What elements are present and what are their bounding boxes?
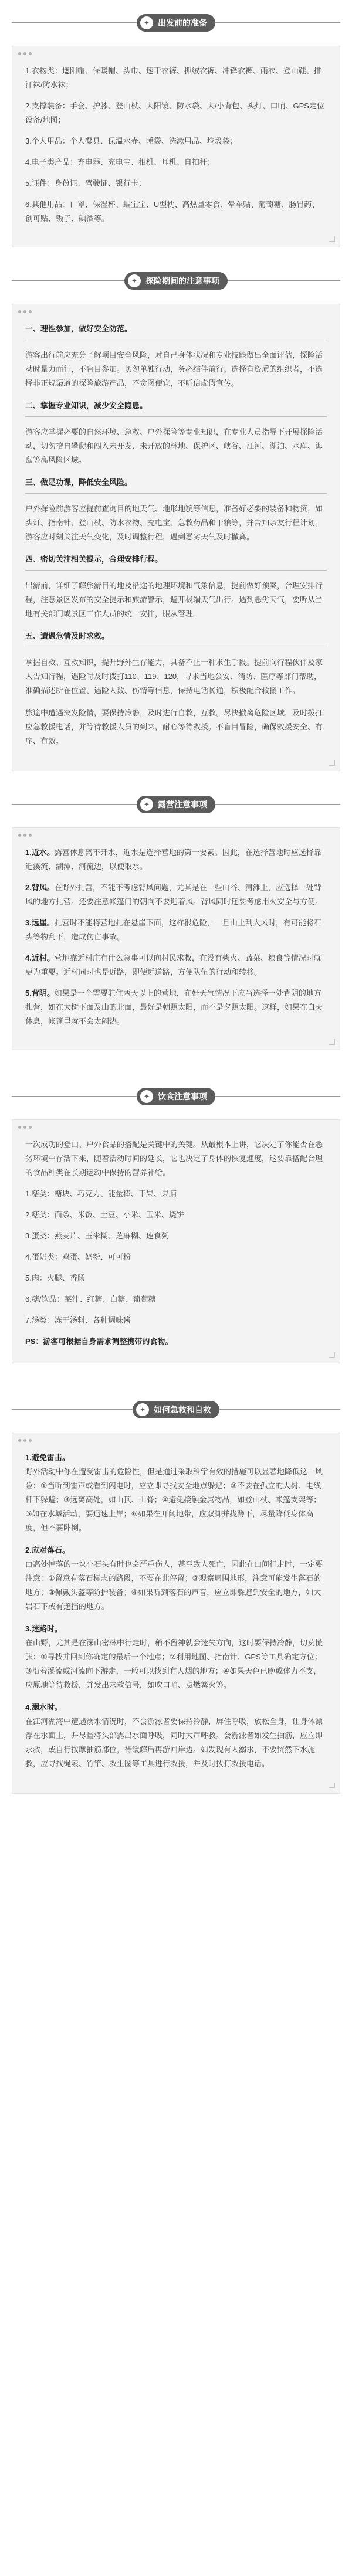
- decor-dots: [18, 834, 32, 837]
- section-header: [0, 1387, 352, 1433]
- section-title: 饮食注意事项: [158, 1092, 207, 1101]
- item-heading: 2.应对落石。: [25, 1546, 70, 1555]
- content-card: [12, 1119, 340, 1363]
- section-title: 如何急救和自救: [154, 1405, 211, 1414]
- list-item: 5.肉：火腿、香肠: [25, 1274, 85, 1282]
- section-header: [0, 1074, 352, 1119]
- corner-mark: [329, 1352, 335, 1358]
- compass-icon: ✦: [128, 274, 141, 287]
- section-camping: [0, 782, 352, 1050]
- divider-line: [25, 416, 327, 417]
- compass-icon: ✦: [140, 798, 153, 811]
- compass-icon: ✦: [140, 16, 153, 29]
- decor-dots: [18, 1439, 32, 1442]
- item-body: 旅途中遭遇突发险情，要保持冷静，及时进行自救，互救。尽快撤离危险区域，及时拨打应急救援电话，并等待救援人员的到来，耐心等待救援。不盲目冒险，确保救援安全、有序、有效。: [25, 708, 323, 745]
- section-header: [0, 258, 352, 304]
- section-title-pill: [124, 272, 228, 290]
- section-title: 出发前的准备: [158, 18, 207, 28]
- list-item: 7.汤类：冻干汤料、各种调味酱: [25, 1316, 131, 1325]
- divider-line: [25, 570, 327, 571]
- item-body: 露营休息离不开水，近水是选择营地的第一要素。因此，在选择营地时应选择靠近溪流、湖潭、河流边，以便取水。: [25, 848, 321, 871]
- item-body: 户外探险前游客应提前查询目的地天气、地形地貌等信息，准备好必要的装备和物资，如头灯、指南针、登山杖、防水衣物、充电宝、急救药品和干粮等，并告知亲友行程计划。游客应时刻关注天气变化，及时调整行程，遇到恶劣天气及时撤离。: [25, 504, 323, 541]
- decor-dots: [18, 52, 32, 55]
- item-body: 营地靠近村庄有什么急事可以向村民求救，在没有柴火、蔬菜、粮食等情况时就更为重要。近村同时也是近路，即便近道路，方便队伍的行动和转移。: [25, 953, 321, 976]
- decor-dots: [18, 310, 32, 313]
- item-heading: 三、做足功课，降低安全风险。: [25, 478, 133, 487]
- item-body: 由高处掉落的一块小石头有时也会严重伤人，甚至致人死亡，因此在山间行走时，一定要注意：①留意有落石标志的路段，不要在此停留；②观察周围地形，注意可能发生落石的地方；③佩戴头盔等防护装备；④如果听到落石的声音，应立即躲避到安全的地方，如大岩石下或有遮挡的地方。: [25, 1560, 323, 1611]
- list-item: 2.支撑装备：手套、护膝、登山杖、大阳镜、防水袋、大/小背包、头灯、口哨、GPS定位设备/地图；: [25, 101, 324, 124]
- section-food: [0, 1074, 352, 1363]
- item-body: 扎营时不能将营地扎在悬崖下面，这样很危险，一旦山上刮大风时，有可能将石头等物刮下，造成伤亡事故。: [25, 918, 321, 941]
- item-heading: 1.避免雷击。: [25, 1453, 70, 1462]
- list-item: 2.糖类：面条、米饭、土豆、小米、玉米、烧饼: [25, 1210, 184, 1219]
- item-body: 出游前，详细了解旅游目的地及沿途的地理环境和气象信息，提前做好预案，合理安排行程，注意景区发布的安全提示和旅游警示，避开极端天气出行。遇到恶劣天气，要听从当地有关部门或景区工作人员的统一安排，服从管理。: [25, 581, 323, 618]
- corner-mark: [329, 1783, 335, 1788]
- item-heading: 五、遭遇危情及时求救。: [25, 632, 110, 640]
- list-item: 5.证件：身份证、驾驶证、银行卡；: [25, 179, 146, 188]
- item-body: 掌握自救、互救知识，提升野外生存能力，具备不止一种求生手段。提前向行程伙伴及家人告知行程，遇险时及时拨打110、119、120，寻求当地公安、消防、医疗等部门帮助，准确描述所在位置、遇险人数、伤情等信息，保持电话畅通，积极配合救援工作。: [25, 658, 323, 695]
- content-card: [12, 46, 340, 247]
- item-body: 游客出行前应充分了解项目安全风险，对自己身体状况和专业技能做出全面评估，探险活动时量力而行，不盲目参加。切勿单独行动，务必结伴前行。选择有资质的组织者，不选择非正规渠道的探险旅游产品，不贪图便宜，不听信虚假宣传。: [25, 351, 323, 388]
- corner-mark: [329, 1039, 335, 1045]
- list-item: [25, 951, 327, 979]
- item-heading: 二、掌握专业知识，减少安全隐患。: [25, 401, 148, 410]
- section-title-pill: [133, 1401, 219, 1418]
- item-title: 2.背风。: [25, 883, 55, 892]
- list-item: 1.衣物类：遮阳帽、保暖帽、头巾、速干衣裤、抓绒衣裤、冲锋衣裤、雨衣、登山鞋、排汗袜/防水袜；: [25, 66, 321, 89]
- content-card: [12, 827, 340, 1050]
- section-title-pill: [137, 14, 215, 32]
- item-heading: 4.溺水时。: [25, 1703, 62, 1712]
- section-title-pill: [137, 1088, 215, 1105]
- item-body: 如果是一个需要驻住两天以上的营地，在好天气情况下应当选择一处背阴的地方扎营，如在大树下面及山的北面，最好是朝照太阳，而不是夕照太阳。这样，如果在白天休息，帐篷里就不会太闷热。: [25, 989, 323, 1026]
- item-heading: 一、理性参加，做好安全防范。: [25, 324, 133, 333]
- item-body: 在江河湖海中遭遇溺水情况时，不会游泳者要保持冷静，屏住呼吸，放松全身，让身体漂浮在水面上，并尽量将头部露出水面呼吸，同时大声呼救。会游泳者如发生抽筋，应立即求救，或自行按摩抽筋部位，待缓解后再游回岸边。如发现有人溺水，不要贸然下水施救，应寻找绳索、竹竿、救生圈等工具进行救援，并及时拨打救援电话。: [25, 1717, 323, 1768]
- decor-dots: [18, 1126, 32, 1129]
- corner-mark: [329, 760, 335, 766]
- list-item: [25, 881, 327, 909]
- item-title: 4.近村。: [25, 953, 55, 962]
- list-item: 4.电子类产品：充电器、充电宝、相机、耳机、自拍杆；: [25, 158, 215, 167]
- corner-mark: [329, 236, 335, 242]
- compass-icon: ✦: [136, 1403, 149, 1416]
- section-header: [0, 782, 352, 827]
- list-item: [25, 916, 327, 944]
- list-item: 6.其他用品：口罩、保湿杯、蝙宝宝、U型枕、高热量零食、晕车贴、葡萄糖、肠胃药、创可贴、镊子、碘酒等。: [25, 200, 320, 223]
- item-body: 在山野，尤其是在深山密林中行走时，稍不留神就会迷失方向，这时要保持冷静，切莫慌张：①寻找并回到你确定的最后一个地点；②利用地图、指南针、GPS等工具确定方位；③沿着溪流或河流向下游走，一般可以找到有人烟的地方；④如果天色已晚或体力不支，应原地等待救援，并发出求救信号，如吹口哨、点燃篝火等。: [25, 1638, 323, 1689]
- list-item: [25, 846, 327, 874]
- list-item: [25, 986, 327, 1029]
- section-expedition-notes: [0, 258, 352, 771]
- list-item: 3.蛋类：燕麦片、玉米糊、芝麻糊、速食粥: [25, 1231, 169, 1240]
- section-title: 探险期间的注意事项: [145, 276, 219, 286]
- section-title: 露营注意事项: [158, 800, 207, 809]
- content-card: [12, 1433, 340, 1794]
- section-header: [0, 0, 352, 46]
- section-preparation: [0, 0, 352, 247]
- section-first-aid: [0, 1387, 352, 1794]
- item-body: 在野外扎营，不能不考虑背风问题，尤其是在一些山谷、河滩上，应选择一处背风的地方扎营。还要注意帐篷门的朝向不要迎着风。背风同时还要考虑用火安全与方便。: [25, 883, 323, 906]
- ps-note: PS：游客可根据自身需求调整携带的食物。: [25, 1337, 173, 1346]
- item-title: 3.远崖。: [25, 918, 55, 927]
- divider-line: [25, 493, 327, 494]
- item-heading: 四、密切关注相关提示，合理安排行程。: [25, 555, 163, 564]
- list-item: 6.糖/饮品：菜汁、红糖、白糖、葡萄糖: [25, 1295, 156, 1304]
- list-item: 1.糖类：糖块、巧克力、能量棒、干果、果脯: [25, 1189, 177, 1198]
- item-title: 1.近水。: [25, 848, 55, 857]
- item-heading: 3.迷路时。: [25, 1624, 62, 1633]
- item-body: 游客应掌握必要的自然环境、急救、户外探险等专业知识，在专业人员指导下开展探险活动，切勿擅自攀爬和闯入未开发、未开放的林地、保护区、峡谷、江河、湖泊、水库、海岛等高风险区域。: [25, 427, 323, 464]
- compass-icon: ✦: [140, 1090, 153, 1103]
- list-item: 4.蛋奶类：鸡蛋、奶粉、可可粉: [25, 1253, 131, 1261]
- section-title-pill: [137, 796, 215, 813]
- item-title: 5.背阴。: [25, 989, 55, 997]
- content-card: [12, 304, 340, 771]
- item-body: 野外活动中你在遭受雷击的危险性，但是通过采取科学有效的措施可以显著地降低这一风险：①当听到雷声或看到闪电时，应立即寻找安全地点躲避；②不要在孤立的大树、电线杆下躲避；③远离高处，如山顶、山脊；④避免接触金属物品，如登山杖、帐篷支架等；⑤如在水域活动，要迅速上岸；⑥如果在开阔地带，应双脚并拢蹲下，尽量降低身体高度，但不要卧倒。: [25, 1467, 323, 1532]
- list-item: 3.个人用品：个人餐具、保温水壶、睡袋、洗漱用品、垃圾袋；: [25, 137, 238, 145]
- intro-text: 一次成功的登山、户外食品的搭配是关键中的关键。从最根本上讲，它决定了你能否在恶劣环境中存活下来，随着活动时间的延长，它也决定了身体的恢复速度，这要靠搭配合理的食品种类在长期运动中保持的营养补给。: [25, 1140, 323, 1177]
